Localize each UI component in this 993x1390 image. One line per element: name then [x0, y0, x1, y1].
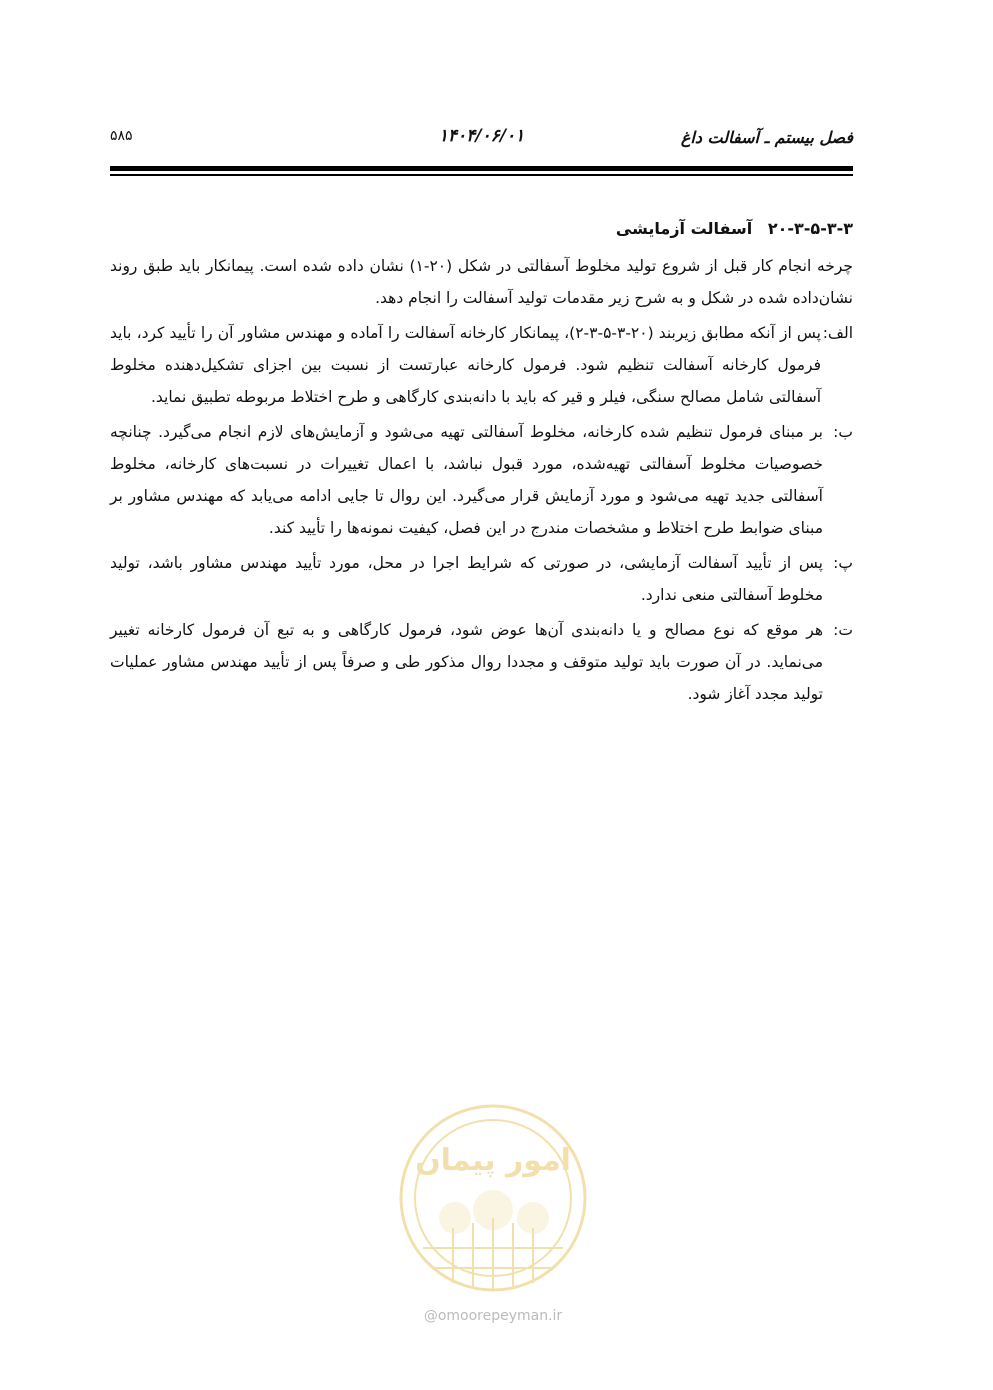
list-item-text: پس از تأیید آسفالت آزمایشی، در صورتی که شرایط اجرا در محل، مورد تأیید مهندس مشاور باشد، تولید مخلوط آسفالتی منعی ندارد. — [110, 554, 823, 604]
section-title: آسفالت آزمایشی — [615, 219, 753, 238]
watermark-url: @omoorepeyman.ir — [423, 1308, 563, 1324]
list-item — [110, 614, 853, 710]
list-item — [110, 547, 853, 611]
list-item — [110, 317, 853, 413]
page-header — [110, 118, 853, 158]
chapter-title: فصل بیستم ـ آسفالت داغ — [680, 128, 853, 147]
list-item-marker: الف: — [822, 324, 853, 342]
header-date: ۱۴۰۴/۰۶/۰۱ — [438, 126, 525, 146]
section-number: ۲۰-۳-۵-۳-۳ — [767, 219, 853, 238]
header-rule-thin — [110, 174, 853, 176]
list-item — [110, 416, 853, 544]
list-item-text: پس از آنکه مطابق زیربند (۲۰-۳-۵-۳-۲)، پیمانکار کارخانه آسفالت را آماده و مهندس مشاور آن را تأیید کرد، باید فرمول کارخانه آسفالت تنظیم شود. فرمول کارخانه عبارتست از نسبت بین اجزای تشکیل‌دهنده مخلوط آسفالتی شامل مصالح سنگی، فیلر و قیر که باید با دانه‌بندی کارگاهی و طرح اختلاط مربوطه تطبیق نماید. — [110, 324, 821, 406]
section-heading — [110, 214, 853, 244]
list-item-marker: پ: — [833, 554, 853, 572]
intro-paragraph: چرخه انجام کار قبل از شروع تولید مخلوط آسفالتی در شکل (۲۰-۱) نشان داده شده است. پیمانکار باید طبق روند نشان‌داده شده در شکل و به شرح زیر مقدمات تولید آسفالت را انجام دهد. — [110, 257, 853, 307]
page-body — [110, 214, 853, 710]
list-item-marker: ب: — [833, 423, 853, 441]
header-rule-thick — [110, 166, 853, 171]
list-item-text: هر موقع که نوع مصالح و یا دانه‌بندی آن‌ها عوض شود، فرمول کارگاهی و به تبع آن فرمول کارخانه تغییر می‌نماید. در آن صورت باید تولید متوقف و مجددا روال مذکور طی و صرفاً پس از تأیید مهندس مشاور عملیات تولید مجدد آغاز شود. — [110, 621, 823, 703]
list-item-text: بر مبنای فرمول تنظیم شده کارخانه، مخلوط آسفالتی تهیه می‌شود و آزمایش‌های لازم انجام می‌گیرد. چنانچه خصوصیات مخلوط آسفالتی تهیه‌شده، مورد قبول نباشد، با اعمال تغییرات در نسبت‌های کارخانه، مخلوط آسفالتی جدید تهیه می‌شود و مورد آزمایش قرار می‌گیرد. این روال تا جایی ادامه می‌یابد که مهندس مشاور بر مبنای ضوابط طرح اختلاط و مشخصات مندرج در این فصل، کیفیت نمونه‌ها را تأیید کند. — [110, 423, 823, 537]
page-number: ۵۸۵ — [110, 128, 133, 144]
list-item-marker: ت: — [833, 621, 853, 639]
watermark-logo — [393, 1098, 593, 1298]
watermark-logo-text: امور پیمان — [415, 1143, 571, 1178]
